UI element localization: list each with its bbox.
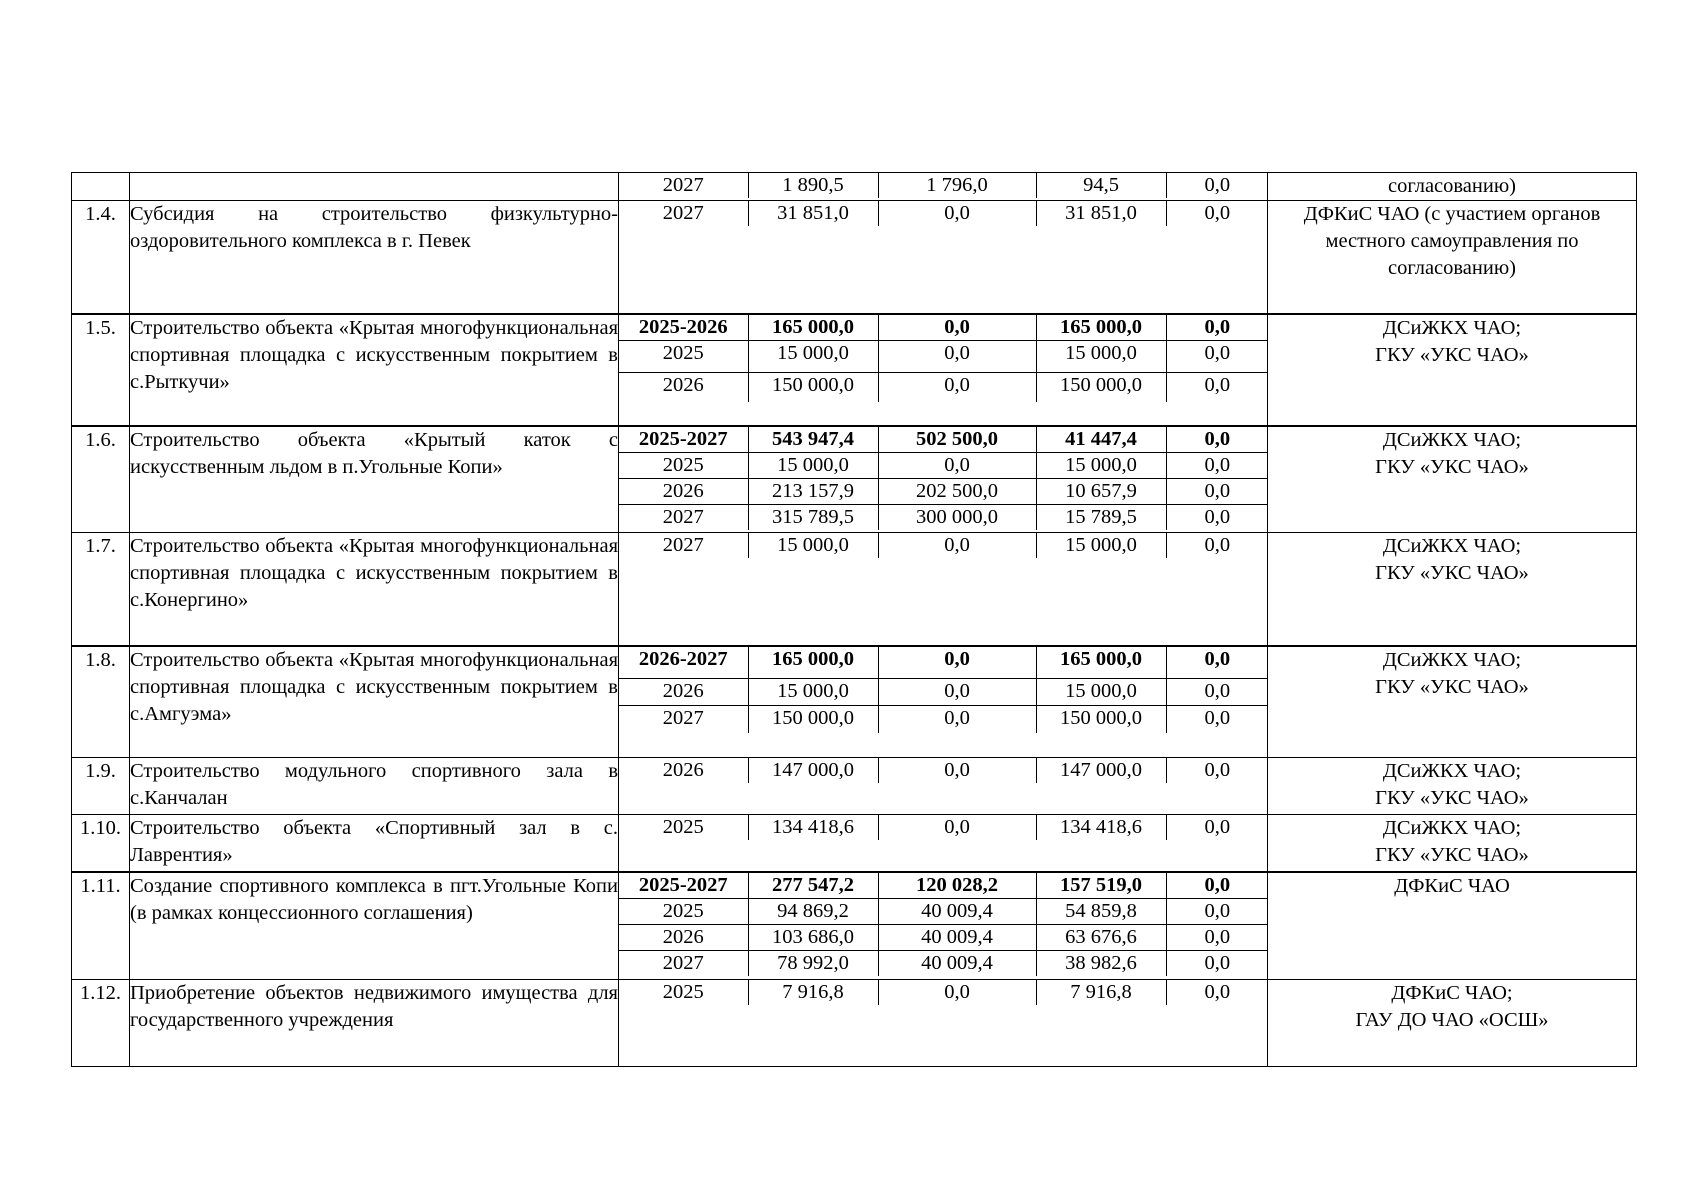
measure-name: Строительство объекта «Крытая многофункциональная спортивная площадка с искусственным покрытием в с.Рыткучи» (130, 314, 619, 426)
local-budget-cell: 0,0 (1166, 452, 1268, 478)
local-budget-cell: 0,0 (1166, 873, 1268, 899)
measure-name (130, 173, 619, 201)
measure-name: Строительство объекта «Спортивный зал в с. Лаврентия» (130, 815, 619, 872)
total-cell: 31 851,0 (748, 201, 878, 226)
row-number: 1.4. (72, 201, 130, 314)
financing-year-row (619, 315, 1268, 341)
total-cell: 165 000,0 (748, 315, 878, 341)
regional-budget-cell: 54 859,8 (1036, 898, 1166, 924)
year-cell: 2025 (619, 340, 748, 372)
financing-table-body (72, 173, 1637, 1067)
local-budget-cell: 0,0 (1204, 816, 1231, 838)
year-cell: 2026-2027 (619, 647, 748, 679)
year-cell: 2026 (619, 678, 748, 705)
financing-year-row (619, 873, 1268, 899)
financing-year-row (619, 950, 1268, 976)
financing-year-row (619, 340, 1268, 372)
measure-name: Строительство объекта «Крытый каток с искусственным льдом в п.Угольные Копи» (130, 426, 619, 533)
regional-budget-cell: 147 000,0 (1036, 758, 1166, 783)
federal-budget-cell: 0,0 (878, 758, 1036, 783)
row-number: 1.12. (72, 980, 130, 1067)
total-cell: 78 992,0 (748, 950, 878, 976)
local-budget-cell: 0,0 (1166, 340, 1268, 372)
regional-budget-cell: 7 916,8 (1036, 980, 1166, 1005)
measure-name: Создание спортивного комплекса в пгт.Угольные Копи (в рамках концессионного соглашения) (130, 872, 619, 980)
federal-budget-cell: 0,0 (878, 980, 1036, 1005)
responsible-executor (1268, 533, 1637, 646)
financing-cell (619, 314, 1268, 426)
executor-line: ГКУ «УКС ЧАО» (1375, 787, 1529, 809)
financing-year-row (619, 504, 1268, 530)
executor-line: ДСиЖКХ ЧАО; (1382, 535, 1522, 557)
local-budget-cell: 0,0 (1204, 174, 1231, 196)
total-cell: 1 890,5 (748, 173, 878, 198)
financing-year-row (619, 533, 1268, 558)
federal-budget-cell: 40 009,4 (878, 950, 1036, 976)
financing-years-table (619, 980, 1268, 1005)
financing-cell (619, 872, 1268, 980)
federal-budget-cell: 40 009,4 (878, 924, 1036, 950)
regional-budget-cell: 15 000,0 (1036, 533, 1166, 558)
federal-budget-cell: 1 796,0 (878, 173, 1036, 198)
year-cell: 2025 (619, 815, 748, 840)
responsible-executor (1268, 980, 1637, 1067)
local-budget-cell: 0,0 (1166, 315, 1268, 341)
total-cell: 277 547,2 (748, 873, 878, 899)
financing-year-row (619, 427, 1268, 453)
year-cell: 2025-2026 (619, 315, 748, 341)
federal-budget-cell: 0,0 (878, 705, 1036, 733)
local-budget-cell: 0,0 (1204, 951, 1231, 974)
executor-line: ДСиЖКХ ЧАО; (1382, 817, 1522, 839)
measure-name: Строительство модульного спортивного зала в с.Канчалан (130, 758, 619, 815)
row-number: 1.10. (72, 815, 130, 872)
measure-name: Строительство объекта «Крытая многофункциональная спортивная площадка с искусственным покрытием в с.Амгуэма» (130, 646, 619, 758)
regional-budget-cell: 157 519,0 (1036, 873, 1166, 899)
federal-budget-cell: 0,0 (878, 452, 1036, 478)
year-cell: 2027 (619, 950, 748, 976)
responsible-executor: ДФКиС ЧАО (с участием органов местного самоуправления по согласованию) (1268, 201, 1637, 314)
row-number: 1.11. (72, 872, 130, 980)
program-table-page (71, 172, 1636, 1067)
table-row (72, 173, 1637, 201)
financing-year-row (619, 980, 1268, 1005)
federal-budget-cell: 40 009,4 (878, 898, 1036, 924)
row-number: 1.6. (72, 426, 130, 533)
financing-cell (619, 426, 1268, 533)
regional-budget-cell: 15 000,0 (1036, 340, 1166, 372)
measure-name: Приобретение объектов недвижимого имущества для государственного учреждения (130, 980, 619, 1067)
local-budget-cell: 0,0 (1166, 478, 1268, 504)
financing-table (71, 172, 1637, 1067)
regional-budget-cell: 150 000,0 (1036, 705, 1166, 733)
financing-years-table (619, 758, 1268, 783)
financing-cell (619, 533, 1268, 646)
financing-year-row (619, 647, 1268, 679)
federal-budget-cell: 0,0 (878, 315, 1036, 341)
year-cell: 2025-2027 (619, 873, 748, 899)
local-budget-cell: 0,0 (1166, 647, 1268, 679)
federal-budget-cell: 502 500,0 (878, 427, 1036, 453)
financing-years-table (619, 173, 1268, 198)
year-cell: 2027 (619, 705, 748, 733)
table-row (72, 815, 1637, 872)
responsible-executor (1268, 314, 1637, 426)
financing-year-row (619, 201, 1268, 226)
financing-year-row (619, 452, 1268, 478)
year-cell: 2025 (619, 898, 748, 924)
local-budget-cell: 0,0 (1166, 898, 1268, 924)
executor-line: ДСиЖКХ ЧАО; (1382, 648, 1522, 671)
federal-budget-cell: 0,0 (878, 647, 1036, 679)
financing-year-row (619, 898, 1268, 924)
financing-years-table (619, 427, 1268, 530)
federal-budget-cell: 0,0 (878, 340, 1036, 372)
federal-budget-cell: 300 000,0 (878, 504, 1036, 530)
total-cell: 7 916,8 (748, 980, 878, 1005)
local-budget-cell: 0,0 (1204, 981, 1231, 1003)
total-cell: 134 418,6 (748, 815, 878, 840)
responsible-executor (1268, 646, 1637, 758)
responsible-executor: ДФКиС ЧАО (1268, 872, 1637, 980)
total-cell: 15 000,0 (748, 340, 878, 372)
regional-budget-cell: 31 851,0 (1036, 201, 1166, 226)
financing-year-row (619, 815, 1268, 840)
regional-budget-cell: 38 982,6 (1036, 950, 1166, 976)
financing-year-row (619, 678, 1268, 705)
total-cell: 150 000,0 (748, 372, 878, 402)
table-row (72, 980, 1637, 1067)
regional-budget-cell: 10 657,9 (1036, 478, 1166, 504)
regional-budget-cell: 94,5 (1036, 173, 1166, 198)
federal-budget-cell: 0,0 (878, 533, 1036, 558)
regional-budget-cell: 165 000,0 (1036, 315, 1166, 341)
financing-cell (619, 758, 1268, 815)
measure-name: Строительство объекта «Крытая многофункциональная спортивная площадка с искусственным покрытием в с.Конергино» (130, 533, 619, 646)
local-budget-cell: 0,0 (1166, 924, 1268, 950)
federal-budget-cell: 0,0 (878, 201, 1036, 226)
regional-budget-cell: 150 000,0 (1036, 372, 1166, 402)
year-cell: 2026 (619, 924, 748, 950)
year-cell: 2026 (619, 372, 748, 402)
financing-cell (619, 646, 1268, 758)
regional-budget-cell: 63 676,6 (1036, 924, 1166, 950)
responsible-executor: согласованию) (1268, 173, 1637, 201)
total-cell: 15 000,0 (748, 533, 878, 558)
federal-budget-cell: 0,0 (878, 815, 1036, 840)
row-number: 1.9. (72, 758, 130, 815)
financing-year-row (619, 758, 1268, 783)
executor-line: ДСиЖКХ ЧАО; (1382, 316, 1522, 339)
total-cell: 15 000,0 (748, 452, 878, 478)
executor-line: ГКУ «УКС ЧАО» (1375, 562, 1529, 584)
executor-line: ГКУ «УКС ЧАО» (1375, 343, 1529, 366)
local-budget-cell: 0,0 (1204, 706, 1231, 729)
row-number: 1.7. (72, 533, 130, 646)
financing-year-row (619, 705, 1268, 733)
table-row (72, 426, 1637, 533)
regional-budget-cell: 15 789,5 (1036, 504, 1166, 530)
regional-budget-cell: 134 418,6 (1036, 815, 1166, 840)
measure-name: Субсидия на строительство физкультурно-оздоровительного комплекса в г. Певек (130, 201, 619, 314)
total-cell: 315 789,5 (748, 504, 878, 530)
year-cell: 2027 (619, 533, 748, 558)
regional-budget-cell: 165 000,0 (1036, 647, 1166, 679)
year-cell: 2026 (619, 478, 748, 504)
table-row (72, 872, 1637, 980)
financing-year-row (619, 173, 1268, 198)
responsible-executor (1268, 815, 1637, 872)
financing-year-row (619, 924, 1268, 950)
year-cell: 2026 (619, 758, 748, 783)
executor-line: ГАУ ДО ЧАО «ОСШ» (1355, 1009, 1549, 1031)
year-cell: 2027 (619, 201, 748, 226)
local-budget-cell: 0,0 (1204, 534, 1231, 556)
federal-budget-cell: 0,0 (878, 678, 1036, 705)
table-row (72, 533, 1637, 646)
local-budget-cell: 0,0 (1166, 427, 1268, 453)
financing-cell (619, 173, 1268, 201)
responsible-executor (1268, 426, 1637, 533)
executor-line: ГКУ «УКС ЧАО» (1375, 455, 1529, 478)
year-cell: 2025 (619, 452, 748, 478)
executor-line: ГКУ «УКС ЧАО» (1375, 844, 1529, 866)
financing-year-row (619, 372, 1268, 402)
federal-budget-cell: 0,0 (878, 372, 1036, 402)
year-cell: 2025 (619, 980, 748, 1005)
local-budget-cell: 0,0 (1166, 678, 1268, 705)
financing-years-table (619, 815, 1268, 840)
row-number: 1.8. (72, 646, 130, 758)
regional-budget-cell: 41 447,4 (1036, 427, 1166, 453)
total-cell: 103 686,0 (748, 924, 878, 950)
year-cell: 2027 (619, 173, 748, 198)
executor-line: ДФКиС ЧАО; (1391, 982, 1513, 1004)
total-cell: 15 000,0 (748, 678, 878, 705)
local-budget-cell: 0,0 (1204, 202, 1231, 224)
federal-budget-cell: 202 500,0 (878, 478, 1036, 504)
total-cell: 213 157,9 (748, 478, 878, 504)
regional-budget-cell: 15 000,0 (1036, 452, 1166, 478)
financing-cell (619, 980, 1268, 1067)
table-row (72, 314, 1637, 426)
year-cell: 2025-2027 (619, 427, 748, 453)
executor-line: ГКУ «УКС ЧАО» (1375, 675, 1529, 698)
total-cell: 94 869,2 (748, 898, 878, 924)
row-number: 1.5. (72, 314, 130, 426)
row-number (72, 173, 130, 201)
executor-line: ДСиЖКХ ЧАО; (1382, 760, 1522, 782)
financing-year-row (619, 478, 1268, 504)
total-cell: 150 000,0 (748, 705, 878, 733)
table-row (72, 201, 1637, 314)
financing-years-table (619, 201, 1268, 226)
table-row (72, 646, 1637, 758)
financing-cell (619, 815, 1268, 872)
year-cell: 2027 (619, 504, 748, 530)
local-budget-cell: 0,0 (1204, 505, 1231, 528)
financing-years-table (619, 647, 1268, 733)
executor-line: ДСиЖКХ ЧАО; (1382, 428, 1522, 451)
total-cell: 165 000,0 (748, 647, 878, 679)
responsible-executor (1268, 758, 1637, 815)
total-cell: 543 947,4 (748, 427, 878, 453)
total-cell: 147 000,0 (748, 758, 878, 783)
table-row (72, 758, 1637, 815)
financing-cell (619, 201, 1268, 314)
financing-years-table (619, 533, 1268, 558)
federal-budget-cell: 120 028,2 (878, 873, 1036, 899)
financing-years-table (619, 315, 1268, 402)
local-budget-cell: 0,0 (1204, 759, 1231, 781)
financing-years-table (619, 873, 1268, 976)
local-budget-cell: 0,0 (1204, 373, 1231, 396)
regional-budget-cell: 15 000,0 (1036, 678, 1166, 705)
